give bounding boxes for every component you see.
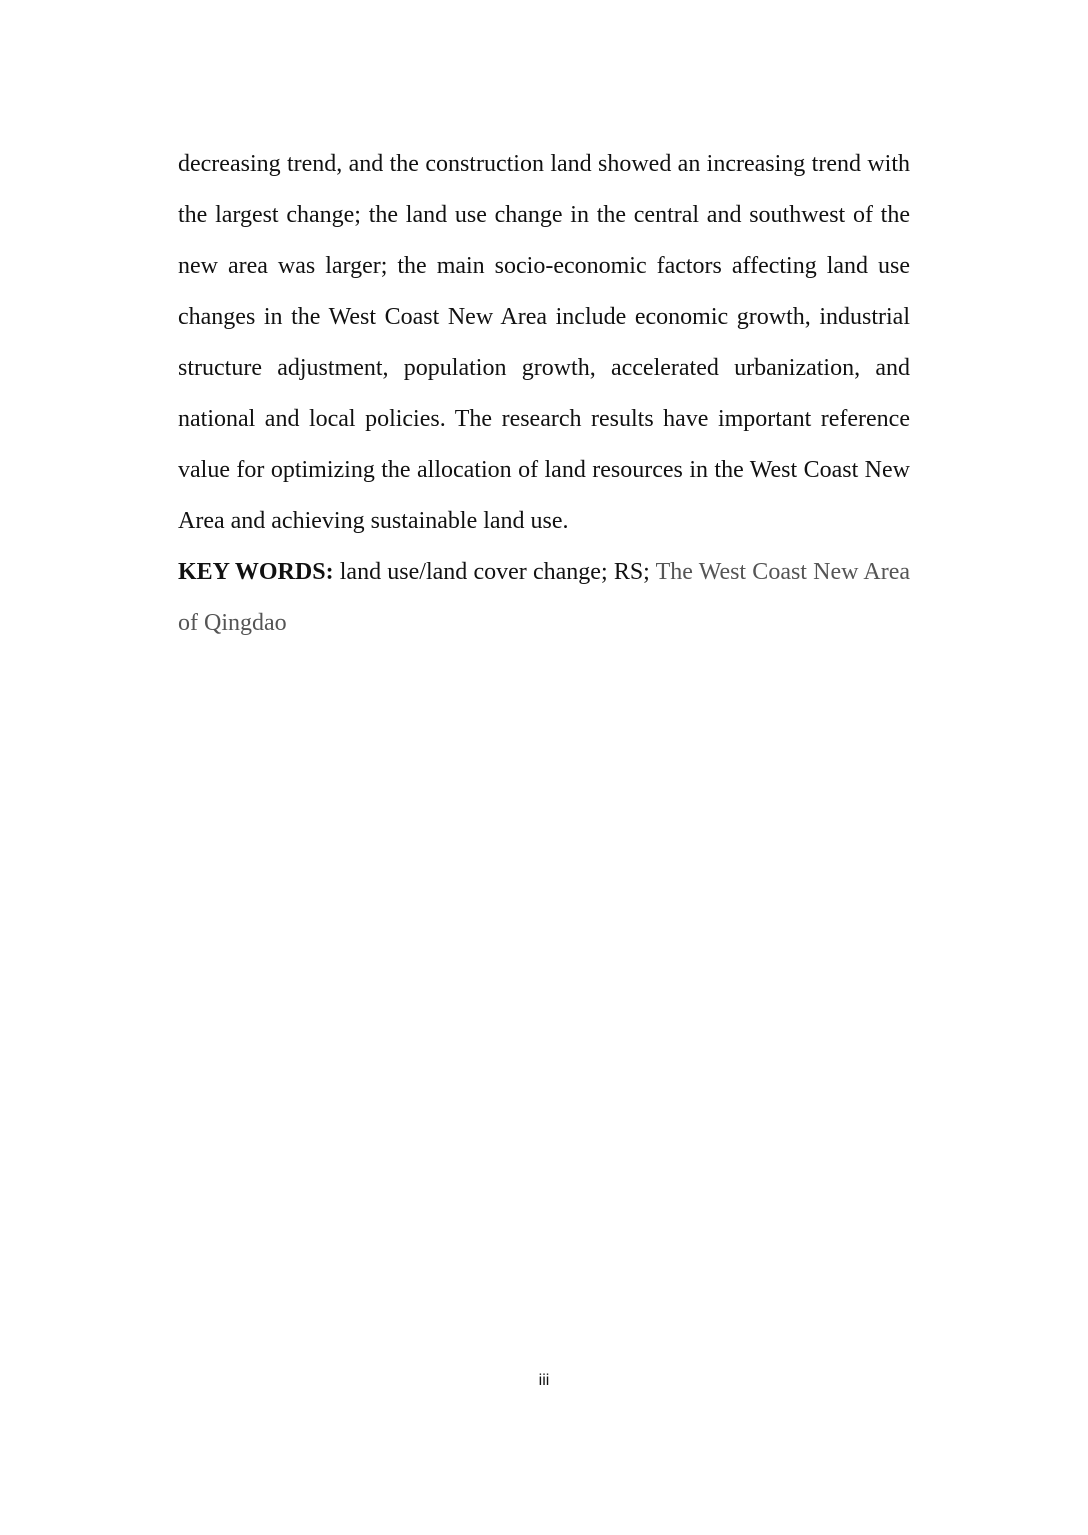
abstract-paragraph: decreasing trend, and the construction land showed an increasing trend with the largest change; the land use change in the central and southwest of the new area was larger; the main socio-economic factors affecting land use changes in the West Coast New Area include economic growth, industrial structure adjustment, population growth, accelerated urbanization, and national and local policies. The research results have important reference value for optimizing the allocation of land resources in the West Coast New Area and achieving sustainable land use. bbox=[178, 151, 910, 534]
keywords-terms: land use/land cover change; RS; bbox=[333, 559, 656, 585]
page-number: iii bbox=[538, 1372, 550, 1389]
keywords-label: KEY WORDS: bbox=[178, 559, 334, 585]
keywords-muted-term: The West Coast New Area of Qingdao bbox=[178, 559, 911, 636]
keywords-line bbox=[178, 547, 910, 649]
abstract-section bbox=[178, 139, 910, 649]
